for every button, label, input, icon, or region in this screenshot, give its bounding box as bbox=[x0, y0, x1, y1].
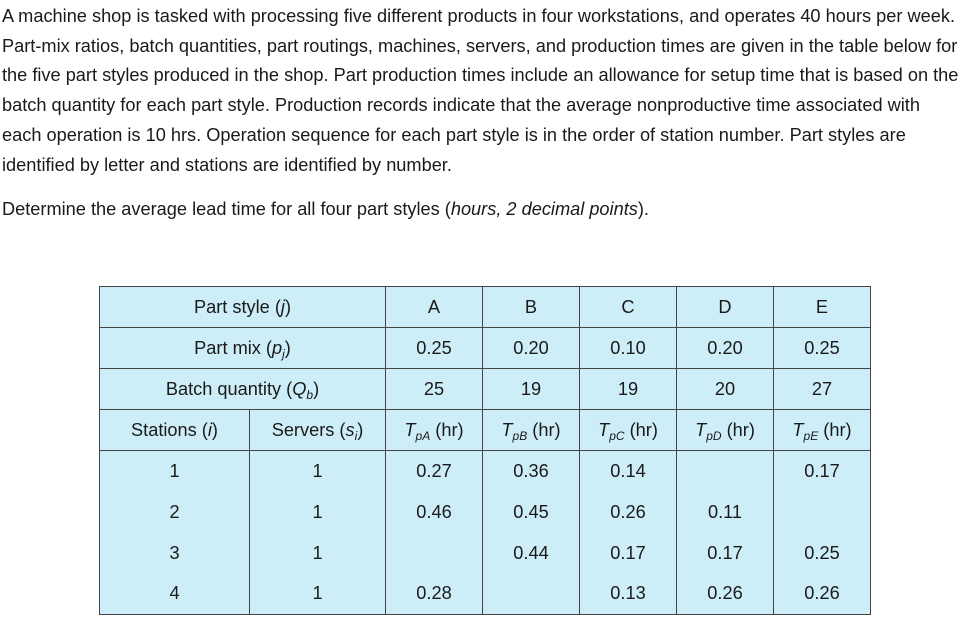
time-cell bbox=[483, 574, 580, 615]
station-row bbox=[100, 492, 871, 533]
batch-quantity-row bbox=[100, 369, 871, 410]
time-cell bbox=[386, 533, 483, 574]
station-number: 4 bbox=[100, 574, 250, 615]
time-header: $T_{pA}$ (hr) bbox=[386, 410, 483, 451]
time-cell: 0.25 bbox=[774, 533, 871, 574]
time-cell: 0.26 bbox=[677, 574, 774, 615]
time-cell: 0.17 bbox=[580, 533, 677, 574]
part-mix-row bbox=[100, 328, 871, 369]
server-count: 1 bbox=[250, 574, 386, 615]
time-cell: 0.45 bbox=[483, 492, 580, 533]
server-count: 1 bbox=[250, 492, 386, 533]
time-cell: 0.13 bbox=[580, 574, 677, 615]
time-header: $T_{pB}$ (hr) bbox=[483, 410, 580, 451]
time-cell: 0.11 bbox=[677, 492, 774, 533]
question-suffix: ). bbox=[637, 199, 649, 219]
batch-quantity-cell: 19 bbox=[483, 369, 580, 410]
column-header-row bbox=[100, 410, 871, 451]
question-emphasis: hours, 2 decimal points bbox=[450, 199, 638, 219]
production-table bbox=[99, 286, 871, 615]
stations-header: Stations (i) bbox=[100, 410, 250, 451]
station-row bbox=[100, 533, 871, 574]
part-mix-label: Part mix $(p_j)$ bbox=[100, 328, 386, 369]
time-cell: 0.26 bbox=[774, 574, 871, 615]
batch-quantity-cell: 19 bbox=[580, 369, 677, 410]
station-number: 3 bbox=[100, 533, 250, 574]
station-row bbox=[100, 574, 871, 615]
question-text bbox=[2, 195, 964, 224]
part-header: E bbox=[774, 287, 871, 328]
station-row bbox=[100, 451, 871, 492]
part-mix-cell: 0.20 bbox=[677, 328, 774, 369]
time-cell bbox=[677, 451, 774, 492]
station-number: 1 bbox=[100, 451, 250, 492]
part-mix-cell: 0.20 bbox=[483, 328, 580, 369]
question-prefix: Determine the average lead time for all four part styles ( bbox=[2, 199, 451, 219]
time-cell: 0.26 bbox=[580, 492, 677, 533]
batch-quantity-cell: 27 bbox=[774, 369, 871, 410]
part-mix-cell: 0.25 bbox=[774, 328, 871, 369]
station-number: 2 bbox=[100, 492, 250, 533]
servers-header: Servers $(s_i)$ bbox=[250, 410, 386, 451]
part-mix-cell: 0.10 bbox=[580, 328, 677, 369]
time-cell: 0.17 bbox=[677, 533, 774, 574]
time-cell: 0.27 bbox=[386, 451, 483, 492]
server-count: 1 bbox=[250, 533, 386, 574]
time-header: $T_{pD}$ (hr) bbox=[677, 410, 774, 451]
time-cell: 0.17 bbox=[774, 451, 871, 492]
time-header: $T_{pC}$ (hr) bbox=[580, 410, 677, 451]
time-cell: 0.14 bbox=[580, 451, 677, 492]
part-header: C bbox=[580, 287, 677, 328]
batch-quantity-cell: 25 bbox=[386, 369, 483, 410]
batch-quantity-label: Batch quantity $(Q_b)$ bbox=[100, 369, 386, 410]
time-cell: 0.46 bbox=[386, 492, 483, 533]
time-cell: 0.36 bbox=[483, 451, 580, 492]
part-header: B bbox=[483, 287, 580, 328]
batch-quantity-cell: 20 bbox=[677, 369, 774, 410]
problem-statement: A machine shop is tasked with processing five different products in four workstations, and operates 40 hours per week. Part-mix ratios, batch quantities, part routings, machines, servers, and production times are given in the table below for the five part styles produced in the shop. Part production times include an allowance for setup time that is based on the batch quantity for each part style. Production records indicate that the average nonproductive time associated with each operation is 10 hrs. Operation sequence for each part style is in the order of station number. Part styles are identified by letter and stations are identified by number. bbox=[2, 6, 959, 175]
part-style-label: Part style (j) bbox=[100, 287, 386, 328]
part-header: D bbox=[677, 287, 774, 328]
part-style-row bbox=[100, 287, 871, 328]
time-cell: 0.28 bbox=[386, 574, 483, 615]
part-header: A bbox=[386, 287, 483, 328]
server-count: 1 bbox=[250, 451, 386, 492]
part-mix-cell: 0.25 bbox=[386, 328, 483, 369]
time-cell: 0.44 bbox=[483, 533, 580, 574]
time-cell bbox=[774, 492, 871, 533]
time-header: $T_{pE}$ (hr) bbox=[774, 410, 871, 451]
